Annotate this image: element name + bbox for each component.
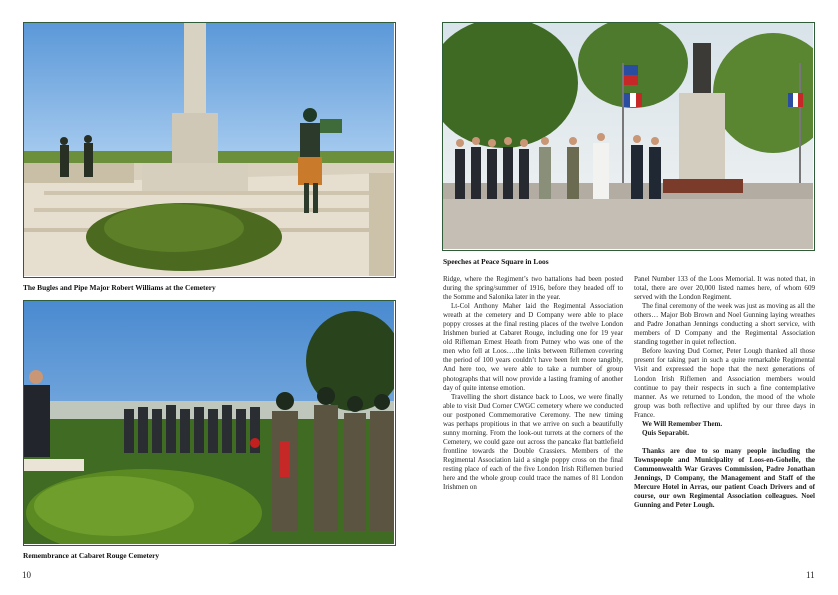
paragraph: Before leaving Dud Corner, Peter Lough thanked all those present for taking part in such a quite remarkable Regimental Visit and expressed the hope that the next generations of London Irish Riflemen and Association members would continue to pay their respects in such a fine contemplative manner. As we returned to London, the mood of the whole group was both reflective and uplifted by our three days in France.	[634, 347, 815, 419]
paragraph: Lt-Col Anthony Maher laid the Regimental Association wreath at the cemetery and D Company were able to place poppy crosses at the final resting places of the twelve London Irishmen buried at Cabaret Rouge, including one for 19 year old Rifleman Ernest Heath from Putney who was one of the men who fell at Loos….the links between Riflemen covering the period of 100 years couldn’t have been felt more tangibly, And here too, we were able to take a number of group photographs that will now provide a lasting framing of another day of quite intense emotion.	[443, 302, 623, 392]
cemetery-cross-scene	[24, 23, 394, 276]
photo-peace-square-loos	[442, 22, 815, 251]
acknowledgements: Thanks are due to so many people including the Townspeople and Municipality of Loos-en-Gohelle, the Commonwealth War Graves Commission, Padre Jonathan Jennings, D Company, the Management and Staff of the Mercure Hotel in Arras, our patient Coach Drivers and of course, our own Regimental Association colleagues. Noel Gunning and Peter Lough.	[634, 446, 815, 510]
photo-bugles-and-pipe-major	[23, 22, 396, 278]
paragraph: Travelling the short distance back to Loos, we were finally able to visit Dud Corner CWGC cemetery where we conducted our postponed Commemorative Ceremony. The new timing was perhaps propitious in that we arrive on such a beautifully sunny morning. From the look-out turrets at the corners of the Cemetery, we could gaze out across the pancake flat battlefield frontline towards the Double Crassiers. Members of the Regimental Association laid a single poppy cross on the final resting place of each of the five London Irish Riflemen buried here and the whole group could trace the names of 81 London Irishmen on	[443, 392, 623, 492]
peace-square-scene	[443, 23, 813, 249]
paragraph: The final ceremony of the week was just as moving as all the others… Major Bob Brown and Noel Gunning laying wreathes and Padre Jonathan Jennings conducting a short service, with members of D Company and the Regimental Association standing together in quiet reflection.	[634, 302, 815, 347]
paragraph: Panel Number 133 of the Loos Memorial. It was noted that, in total, there are over 20,000 listed names here, of whom 609 served with the London Regiment.	[634, 275, 815, 302]
caption-remembrance: Remembrance at Cabaret Rouge Cemetery	[23, 551, 160, 560]
article-column-2	[634, 275, 815, 510]
page-number-right: 11	[806, 570, 815, 580]
page-number-left: 10	[22, 570, 31, 580]
caption-bugles: The Bugles and Pipe Major Robert Williams at the Cemetery	[23, 283, 216, 292]
photo-cabaret-rouge-remembrance	[23, 300, 396, 546]
caption-peace-square: Speeches at Peace Square in Loos	[443, 257, 549, 266]
closing-motto: Quis Separabit.	[642, 428, 689, 437]
remembrance-group-scene	[24, 301, 394, 544]
paragraph: Ridge, where the Regiment’s two battalions had been posted during the spring/summer of 1916, before they headed off to the Somme and Salonika later in the year.	[443, 275, 623, 302]
closing-line: We Will Remember Them.	[642, 419, 723, 428]
article-column-1	[443, 275, 623, 492]
